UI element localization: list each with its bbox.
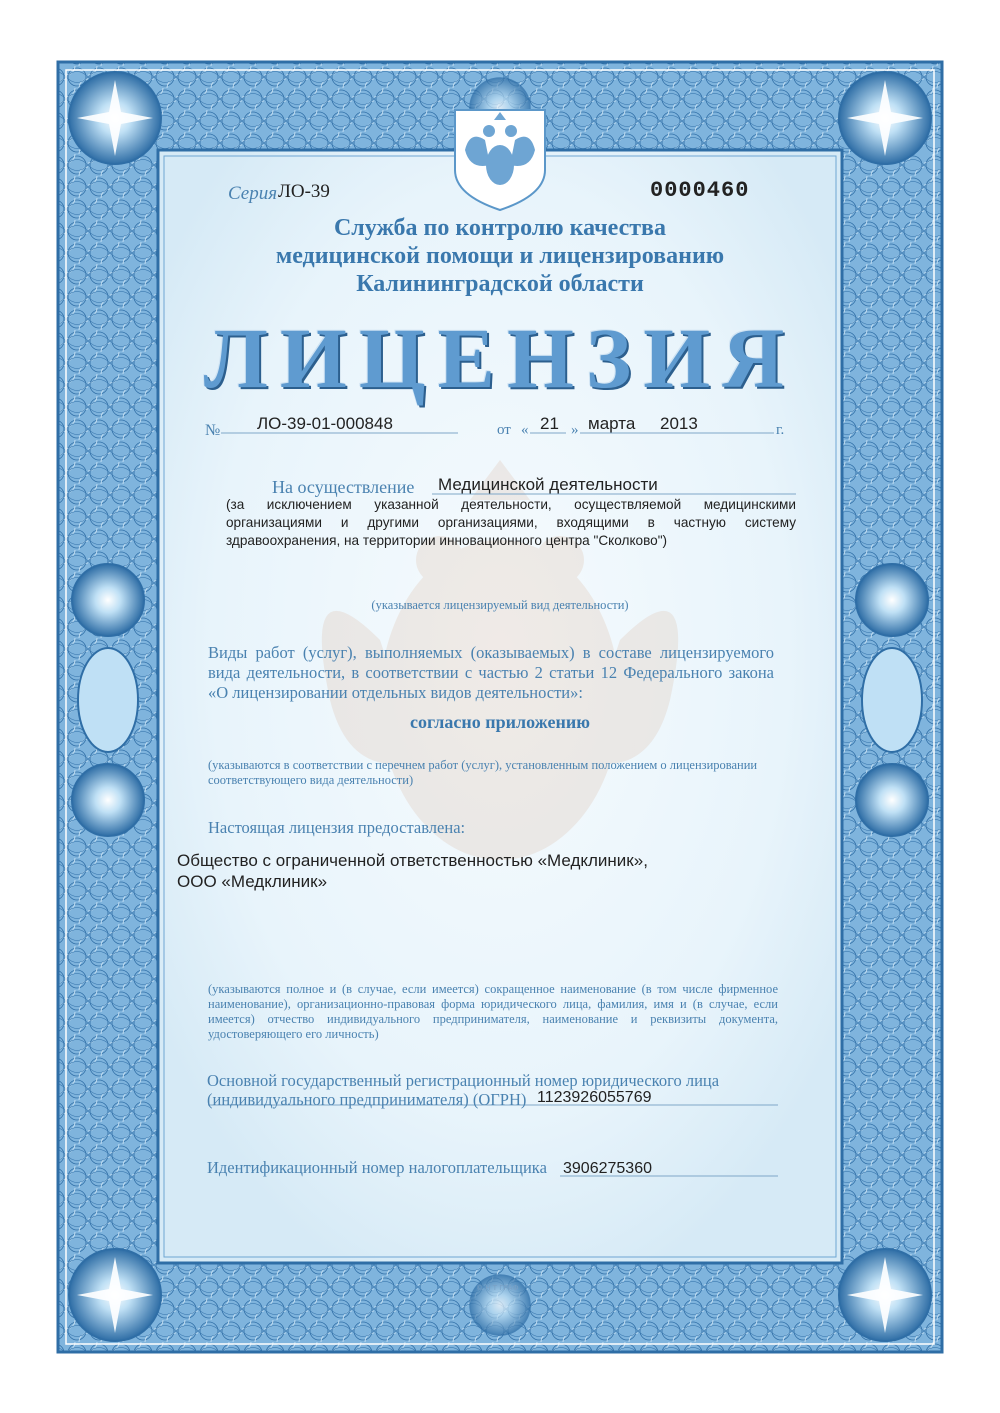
grantee-label: Настоящая лицензия предоставлена:	[208, 818, 466, 837]
inn-label: Идентификационный номер налогоплательщика	[207, 1158, 547, 1177]
series-value: ЛО-39	[278, 181, 330, 202]
year-suffix: г.	[776, 422, 785, 438]
purpose-label: На осуществление	[272, 477, 415, 497]
grantee-name	[177, 850, 648, 892]
authority-line-2: медицинской помощи и лицензированию	[275, 243, 725, 269]
license-number: ЛО-39-01-000848	[257, 414, 393, 433]
grantee-short-name: ООО «Медклиник»	[177, 872, 328, 891]
works-value: согласно приложению	[410, 712, 590, 732]
authority-line-3: Калининградской области	[356, 271, 644, 297]
ogrn-label-line-2: (индивидуального предпринимателя) (ОГРН)	[207, 1090, 527, 1109]
inn-value: 3906275360	[563, 1160, 652, 1177]
quote-close: »	[571, 422, 579, 438]
grantee-full-name: Общество с ограниченной ответственностью «Медклиник»,	[177, 851, 648, 870]
date-from-label: от	[497, 422, 511, 438]
works-description: Виды работ (услуг), выполняемых (оказываемых) в составе лицензируемого вида деятельности, в соответствии с частью 2 статьи 12 Федерального закона «О лицензировании отдельных видов деятельности»:	[208, 643, 774, 702]
grantee-caption: (указываются полное и (в случае, если имеется) сокращенное наименование (в том числе фирменное наименование), организационно-правовая форма юридического лица, фамилия, имя и (в случае, если имеется) отчество индивидуального предпринимателя, наименование и реквизиты документа, удостоверяющего его личность)	[208, 982, 778, 1041]
license-year: 2013	[660, 414, 698, 433]
number-sign: №	[205, 422, 221, 439]
issuing-authority	[0, 214, 1000, 298]
series-label: Серия	[228, 183, 278, 204]
works-caption: (указываются в соответствии с перечнем работ (услуг), установленным положением о лицензировании соответствующего вида деятельности)	[208, 758, 758, 787]
ogrn-label-line-1: Основной государственный регистрационный номер юридического лица	[207, 1071, 720, 1090]
quote-open: «	[521, 422, 529, 438]
activity-caption: (указывается лицензируемый вид деятельности)	[371, 598, 629, 612]
blank-number: 0000460	[650, 178, 750, 203]
license-day: 21	[540, 414, 559, 433]
ogrn-value: 1123926055769	[537, 1089, 652, 1106]
document-title: ЛИЦЕНЗИЯ	[203, 310, 797, 406]
license-month: марта	[588, 414, 636, 433]
coat-of-arms-emblem	[455, 110, 545, 210]
activity-exclusion: (за исключением указанной деятельности, осуществляемой медицинскими организациями и другими организациями, входящими в частную систему здравоохранения, на территории инновационного центра "Сколково")	[226, 497, 796, 548]
activity-name: Медицинской деятельности	[438, 475, 658, 494]
printer-mark: © Н Т ГРАФ	[476, 1284, 519, 1292]
authority-line-1: Служба по контролю качества	[333, 215, 667, 241]
